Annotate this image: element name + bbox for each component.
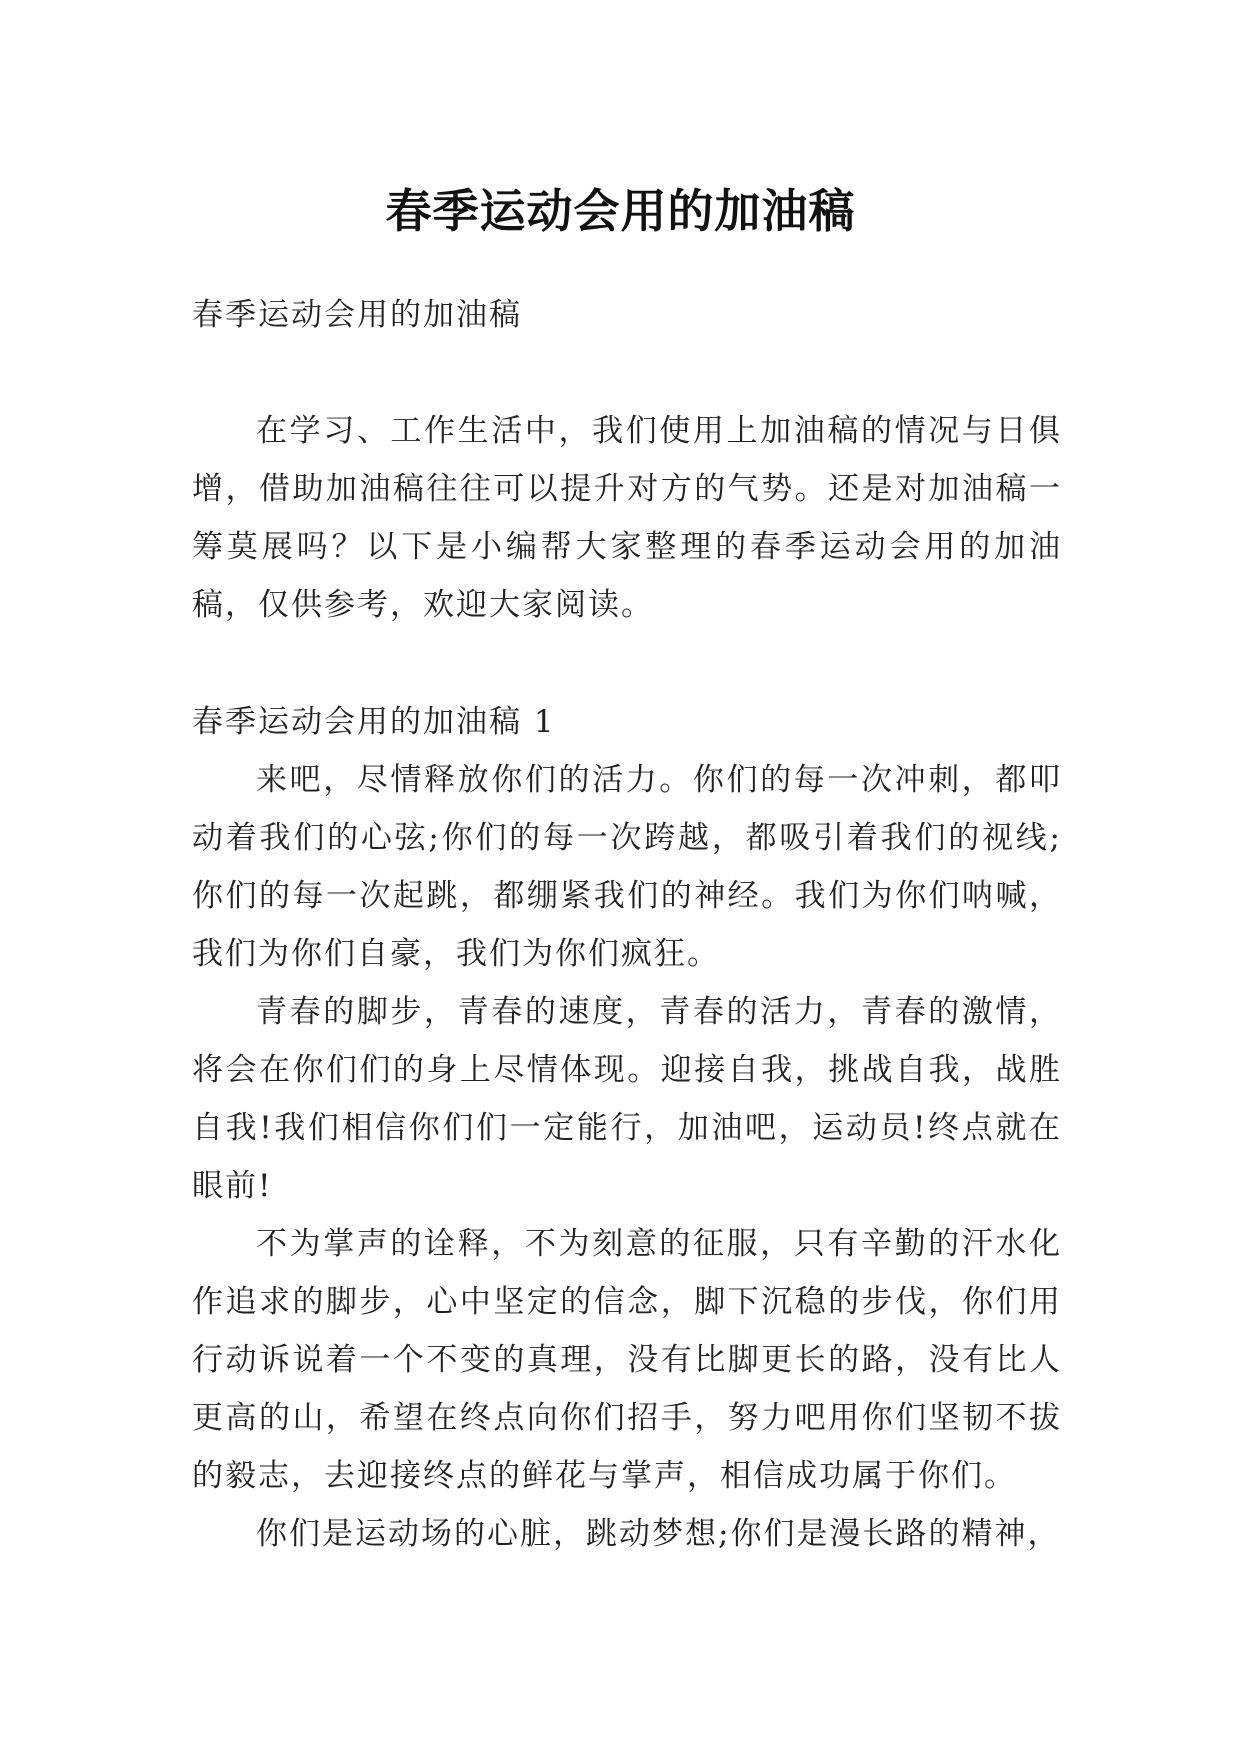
intro-paragraph: 在学习、工作生活中，我们使用上加油稿的情况与日俱增，借助加油稿往往可以提升对方的气势。还是对加油稿一筹莫展吗？以下是小编帮大家整理的春季运动会用的加油稿，仅供参考，欢迎大家阅读。 <box>192 413 1062 623</box>
body-paragraph-3: 不为掌声的诠释，不为刻意的征服，只有辛勤的汗水化作追求的脚步，心中坚定的信念，脚下沉稳的步伐，你们用行动诉说着一个不变的真理，没有比脚更长的路，没有比人更高的山，希望在终点向你们招手，努力吧用你们坚韧不拔的毅志，去迎接终点的鲜花与掌声，相信成功属于你们。 <box>192 1226 1062 1494</box>
document-title: 春季运动会用的加油稿 <box>385 183 856 238</box>
body-paragraph-2: 青春的脚步，青春的速度，青春的活力，青春的激情，将会在你们们的身上尽情体现。迎接自我，挑战自我，战胜自我!我们相信你们们一定能行，加油吧，运动员!终点就在眼前! <box>192 994 1062 1204</box>
section-heading: 春季运动会用的加油稿 1 <box>192 704 556 740</box>
body-paragraph-4: 你们是运动场的心脏，跳动梦想;你们是漫长路的精神， <box>256 1516 1061 1552</box>
document-subtitle: 春季运动会用的加油稿 <box>192 297 522 333</box>
body-paragraph-1: 来吧，尽情释放你们的活力。你们的每一次冲刺，都叩动着我们的心弦;你们的每一次跨越，都吸引着我们的视线;你们的每一次起跳，都绷紧我们的神经。我们为你们呐喊，我们为你们自豪，我们为你们疯狂。 <box>192 762 1062 972</box>
